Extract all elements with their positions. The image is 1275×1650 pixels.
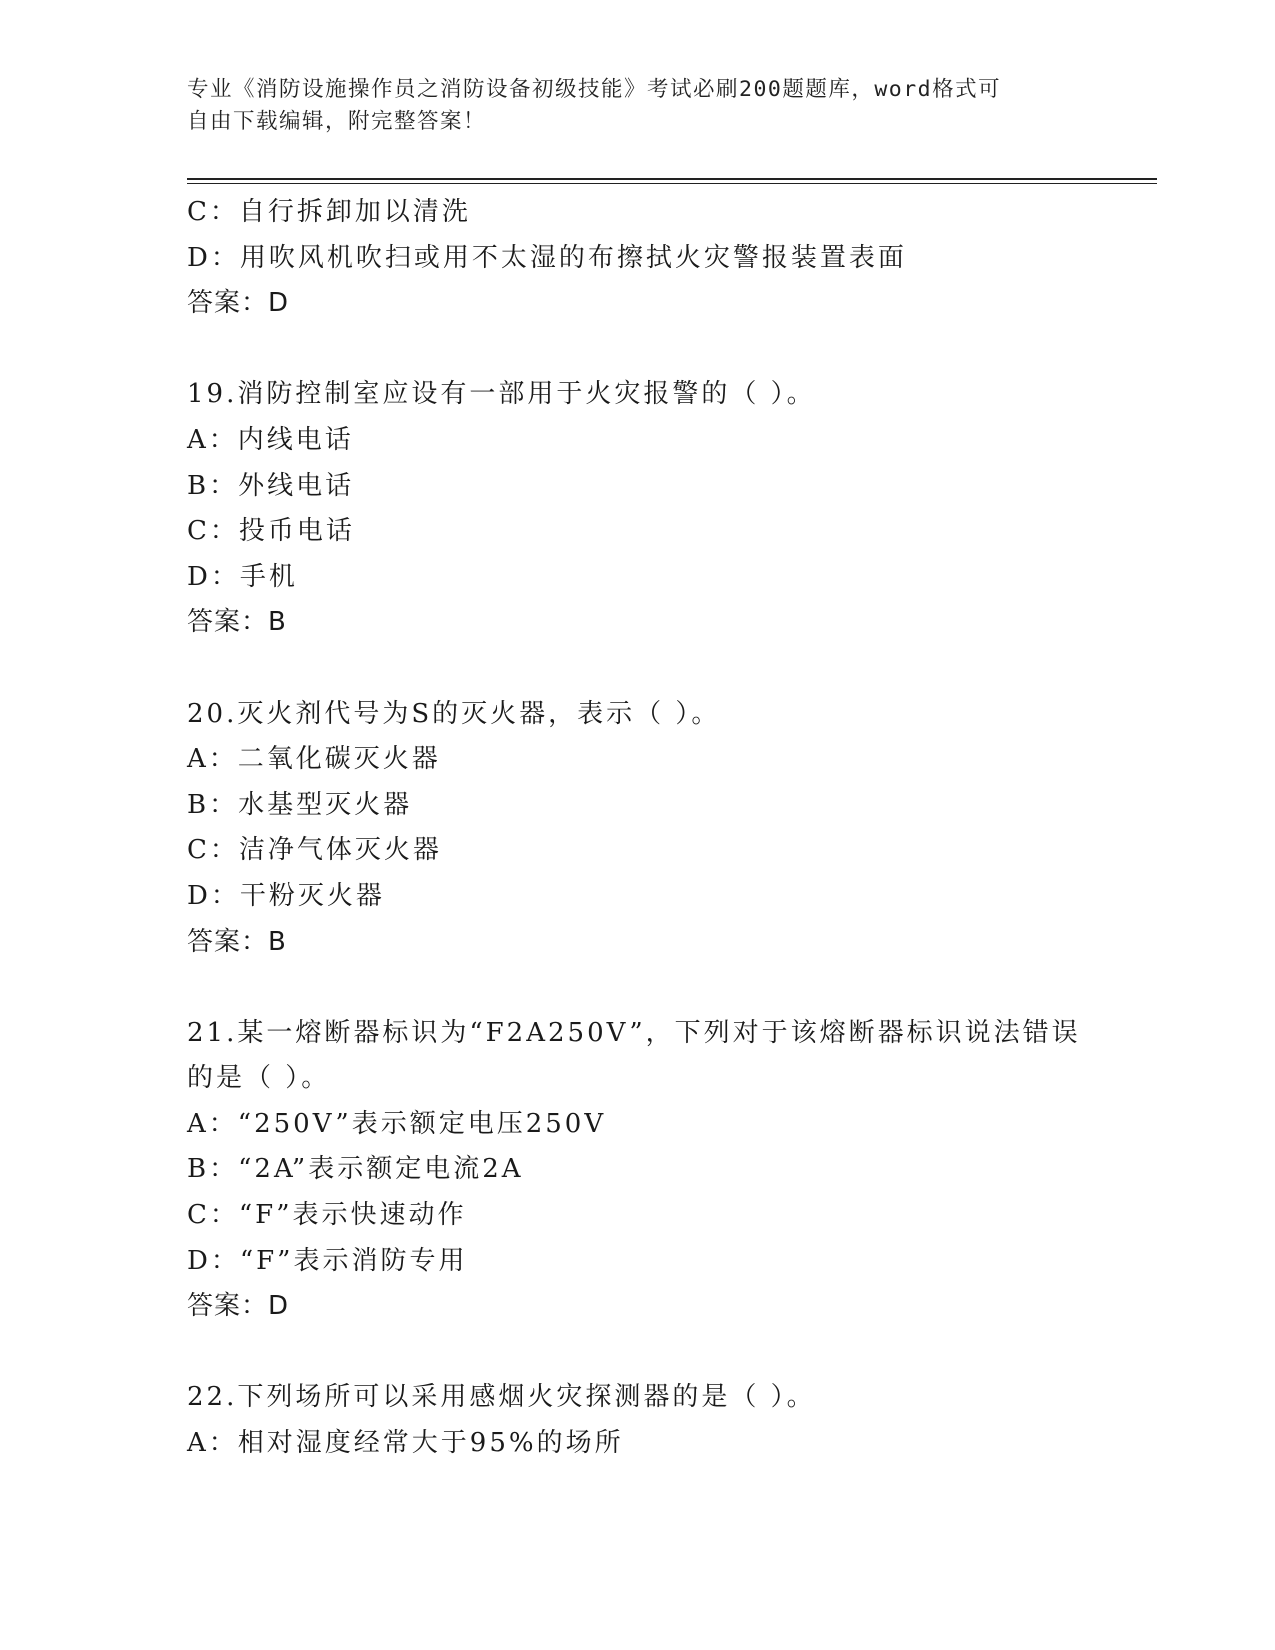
document-body: [187, 190, 1087, 1467]
option-c: C：洁净气体灭火器: [187, 835, 442, 866]
header-rule-bottom: [187, 183, 1157, 184]
question-stem: 22.下列场所可以采用感烟火灾探测器的是（ ）。: [187, 1382, 816, 1413]
option-d: D：干粉灭火器: [187, 880, 385, 911]
option-b: B：外线电话: [187, 470, 355, 501]
spacer: [187, 1330, 1087, 1376]
document-header: [187, 74, 1067, 138]
question-stem: 20.灭火剂代号为S的灭火器，表示（ ）。: [187, 698, 721, 729]
question-stem-line-2: 的是（ ）。: [187, 1063, 331, 1094]
question-20: [187, 692, 1087, 966]
question-continued: [187, 190, 1087, 327]
option-d: D：手机: [187, 561, 298, 592]
header-rule-top: [187, 178, 1157, 180]
question-stem-line-1: 21.某一熔断器标识为“F2A250V”，下列对于该熔断器标识说法错误: [187, 1017, 1081, 1048]
option-a: A：二氧化碳灭火器: [187, 744, 441, 775]
option-a: A：“250V”表示额定电压250V: [187, 1108, 607, 1139]
option-c: C：投币电话: [187, 516, 355, 547]
header-line-2: 自由下载编辑，附完整答案！: [187, 109, 487, 134]
question-21: [187, 1011, 1087, 1330]
question-22: [187, 1375, 1087, 1466]
answer-line: 答案：B: [187, 926, 287, 957]
spacer: [187, 965, 1087, 1011]
option-a: A：相对湿度经常大于95%的场所: [187, 1428, 624, 1459]
option-a: A：内线电话: [187, 424, 354, 455]
question-stem: 19.消防控制室应设有一部用于火灾报警的（ ）。: [187, 379, 816, 410]
answer-line: 答案：B: [187, 607, 287, 638]
option-c: C：“F”表示快速动作: [187, 1200, 467, 1231]
option-d: D：“F”表示消防专用: [187, 1245, 468, 1276]
option-c: C：自行拆卸加以清洗: [187, 197, 471, 227]
option-d: D：用吹风机吹扫或用不太湿的布擦拭火灾警报装置表面: [187, 242, 907, 273]
header-line-1: 专业《消防设施操作员之消防设备初级技能》考试必刷200题题库，word格式可: [187, 77, 1002, 102]
option-b: B：“2A”表示额定电流2A: [187, 1154, 524, 1185]
spacer: [187, 327, 1087, 373]
answer-line: 答案：D: [187, 288, 290, 319]
question-19: [187, 372, 1087, 646]
option-b: B：水基型灭火器: [187, 789, 413, 820]
answer-line: 答案：D: [187, 1291, 290, 1322]
spacer: [187, 646, 1087, 692]
